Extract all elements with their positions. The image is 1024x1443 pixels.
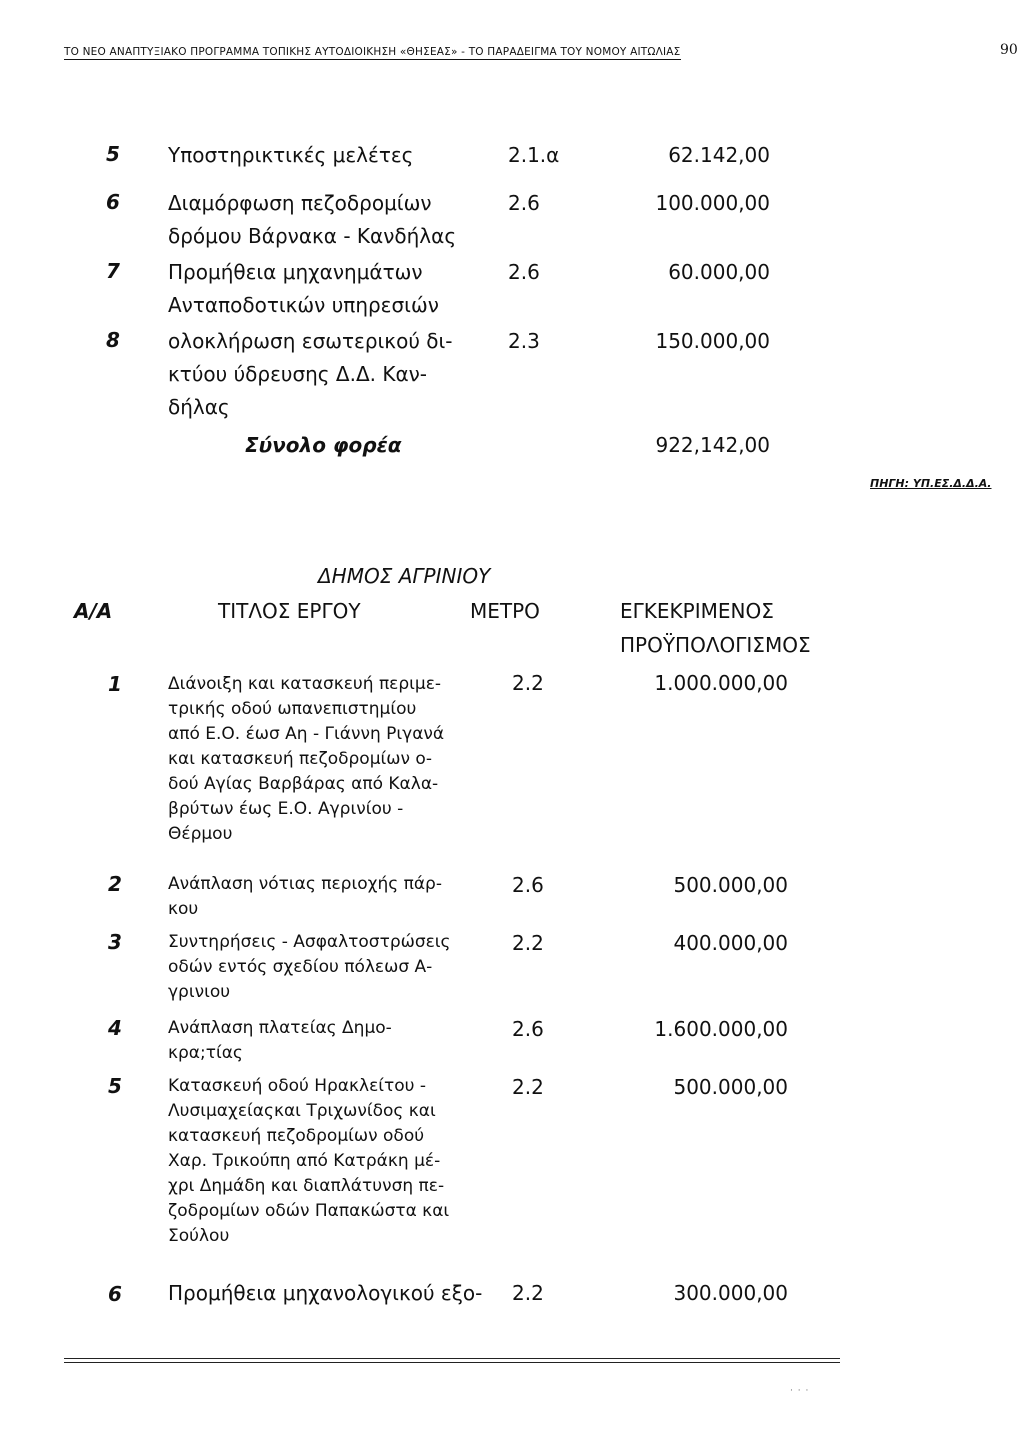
row-measure: 2.6 — [508, 191, 540, 215]
row-title-line: δού Αγίας Βαρβάρας από Καλα- — [168, 774, 439, 794]
row-number: 6 — [106, 190, 120, 214]
row-title-line: Χαρ. Τρικούπη από Κατράκη μέ- — [168, 1151, 441, 1171]
row-measure: 2.6 — [512, 1017, 544, 1041]
row-number: 4 — [108, 1016, 122, 1040]
row-number: 5 — [106, 142, 120, 166]
row-title-line: κτύου ύδρευσης Δ.Δ. Καν- — [168, 362, 428, 386]
municipality-title: ΔΗΜΟΣ ΑΓΡΙΝΙΟΥ — [318, 564, 491, 588]
scan-speck: · · · — [790, 1386, 810, 1396]
total-label: Σύνολο φορέα — [245, 433, 402, 457]
row-number: 7 — [106, 259, 120, 283]
row-amount: 150.000,00 — [655, 329, 770, 353]
row-measure: 2.3 — [508, 329, 540, 353]
row-title-line: οδών εντός σχεδίου πόλεωσ Α- — [168, 957, 433, 977]
row-number: 1 — [108, 672, 122, 696]
row-title-line: Ανάπλαση πλατείας Δημο- — [168, 1018, 392, 1038]
row-measure: 2.1.α — [508, 143, 560, 167]
row-title-line: βρύτων έως Ε.Ο. Αγρινίου - — [168, 799, 404, 819]
total-amount: 922,142,00 — [655, 433, 770, 457]
row-title-line: ολοκλήρωση εσωτερικού δι- — [168, 329, 453, 353]
row-amount: 62.142,00 — [668, 143, 770, 167]
row-title-line: Διάνοιξη και κατασκευή περιμε- — [168, 674, 442, 694]
row-title-line: δήλας — [168, 395, 230, 419]
row-amount: 100.000,00 — [655, 191, 770, 215]
row-title-line: Θέρμου — [168, 824, 233, 844]
row-measure: 2.2 — [512, 931, 544, 955]
row-title-line: χρι Δημάδη και διαπλάτυνση πε- — [168, 1176, 445, 1196]
row-title-line: από Ε.Ο. έωσ Αη - Γιάννη Ριγανά — [168, 724, 445, 744]
row-measure: 2.2 — [512, 1281, 544, 1305]
row-number: 5 — [108, 1074, 122, 1098]
row-title-line: δρόμου Βάρνακα - Κανδήλας — [168, 224, 457, 248]
row-amount: 60.000,00 — [668, 260, 770, 284]
row-title-line: Κατασκευή οδού Ηρακλείτου - — [168, 1076, 427, 1096]
row-title-line: Ανάπλαση νότιας περιοχής πάρ- — [168, 874, 442, 894]
row-measure: 2.6 — [512, 873, 544, 897]
row-amount: 300.000,00 — [673, 1281, 788, 1305]
row-title-line: Προμήθεια μηχανημάτων — [168, 260, 423, 284]
row-title-line: κατασκευή πεζοδρομίων οδού — [168, 1126, 425, 1146]
row-title-line: τρικής οδού ωπανεπιστημίου — [168, 699, 417, 719]
row-title-line: γρινιου — [168, 982, 231, 1002]
row-number: 2 — [108, 872, 122, 896]
row-title-line: ζοδρομίων οδών Παπακώστα και — [168, 1201, 450, 1221]
column-header-num: Α/Α — [74, 599, 113, 623]
row-number: 8 — [106, 328, 120, 352]
row-number: 6 — [108, 1282, 122, 1306]
row-amount: 1.000.000,00 — [654, 671, 788, 695]
footer-rule — [64, 1362, 840, 1363]
row-measure: 2.2 — [512, 671, 544, 695]
row-title-line: Διαμόρφωση πεζοδρομίων — [168, 191, 432, 215]
row-number: 3 — [108, 930, 122, 954]
row-amount: 400.000,00 — [673, 931, 788, 955]
running-header: ΤΟ ΝΕΟ ΑΝΑΠΤΥΞΙΑΚΟ ΠΡΟΓΡΑΜΜΑ ΤΟΠΙΚΗΣ ΑΥΤΟΔΙΟΙΚΗΣΗ «ΘΗΣΕΑΣ» - ΤΟ ΠΑΡΑΔΕΙΓΜΑ ΤΟΥ ΝΟΜΟΥ ΑΙΤΩΛΙΑΣ — [64, 46, 681, 58]
row-title-line: Συντηρήσεις - Ασφαλτοστρώσεις — [168, 932, 451, 952]
row-amount: 500.000,00 — [673, 873, 788, 897]
row-title-line: Λυσιμαχείαςκαι Τριχωνίδος και — [168, 1101, 436, 1121]
row-amount: 500.000,00 — [673, 1075, 788, 1099]
column-header-measure: ΜΕΤΡΟ — [470, 599, 540, 623]
row-title-line: κου — [168, 899, 199, 919]
column-header-budget: ΕΓΚΕΚΡΙΜΕΝΟΣ — [620, 599, 774, 623]
row-amount: 1.600.000,00 — [654, 1017, 788, 1041]
page-number: 90 — [1000, 42, 1018, 58]
row-measure: 2.6 — [508, 260, 540, 284]
column-header-title: ΤΙΤΛΟΣ ΕΡΓΟΥ — [218, 599, 361, 623]
row-title-line: κρα;τίας — [168, 1043, 243, 1063]
source-note: ΠΗΓΗ: ΥΠ.ΕΣ.Δ.Δ.Α. — [870, 477, 992, 490]
row-title-line: Σούλου — [168, 1226, 230, 1246]
row-title-line: και κατασκευή πεζοδρομίων ο- — [168, 749, 432, 769]
row-measure: 2.2 — [512, 1075, 544, 1099]
footer-rule — [64, 1358, 840, 1359]
row-title-line: Προμήθεια μηχανολογικού εξο- — [168, 1281, 483, 1305]
row-title-line: Υποστηρικτικές μελέτες — [168, 143, 414, 167]
column-header-budget-line2: ΠΡΟΫΠΟΛΟΓΙΣΜΟΣ — [620, 633, 811, 657]
row-title-line: Ανταποδοτικών υπηρεσιών — [168, 293, 439, 317]
